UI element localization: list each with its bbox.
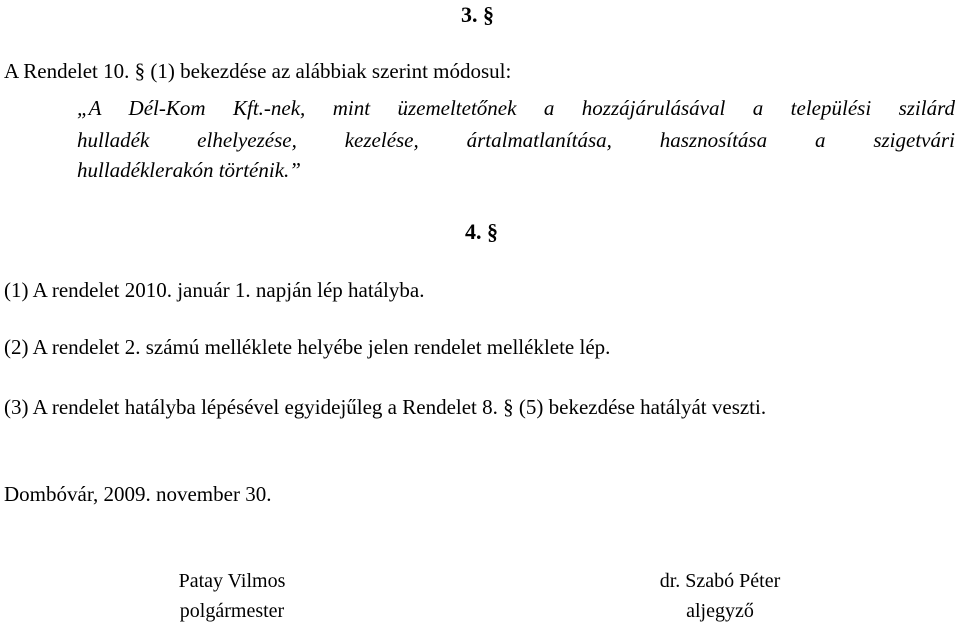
place-and-date: Dombóvár, 2009. november 30. (4, 482, 272, 506)
section-4-paragraph-1: (1) A rendelet 2010. január 1. napján lép hatályba. (4, 278, 425, 302)
section-4-heading: 4. § (465, 219, 498, 244)
section-4-paragraph-3: (3) A rendelet hatályba lépésével egyidejűleg a Rendelet 8. § (5) bekezdése hatályát veszti. (4, 395, 767, 419)
quote-line-3: hulladéklerakón történik.” (77, 158, 301, 182)
quote-line-2: hulladék elhelyezése, kezelése, ártalmatlanítása, hasznosítása a szigetvári (77, 128, 955, 152)
signature-deputy-clerk-name: dr. Szabó Péter (659, 570, 781, 592)
signature-deputy-clerk-title: aljegyző (686, 600, 754, 622)
quote-line-1: „A Dél-Kom Kft.-nek, mint üzemeltetőnek a hozzájárulásával a települési szilárd (77, 96, 955, 120)
section-3-heading: 3. § (461, 2, 494, 27)
signature-mayor-title: polgármester (179, 600, 285, 622)
signature-mayor-name: Patay Vilmos (178, 570, 286, 592)
section-3-intro: A Rendelet 10. § (1) bekezdése az alábbiak szerint módosul: (4, 59, 512, 83)
section-4-paragraph-2: (2) A rendelet 2. számú melléklete helyébe jelen rendelet melléklete lép. (4, 335, 611, 359)
